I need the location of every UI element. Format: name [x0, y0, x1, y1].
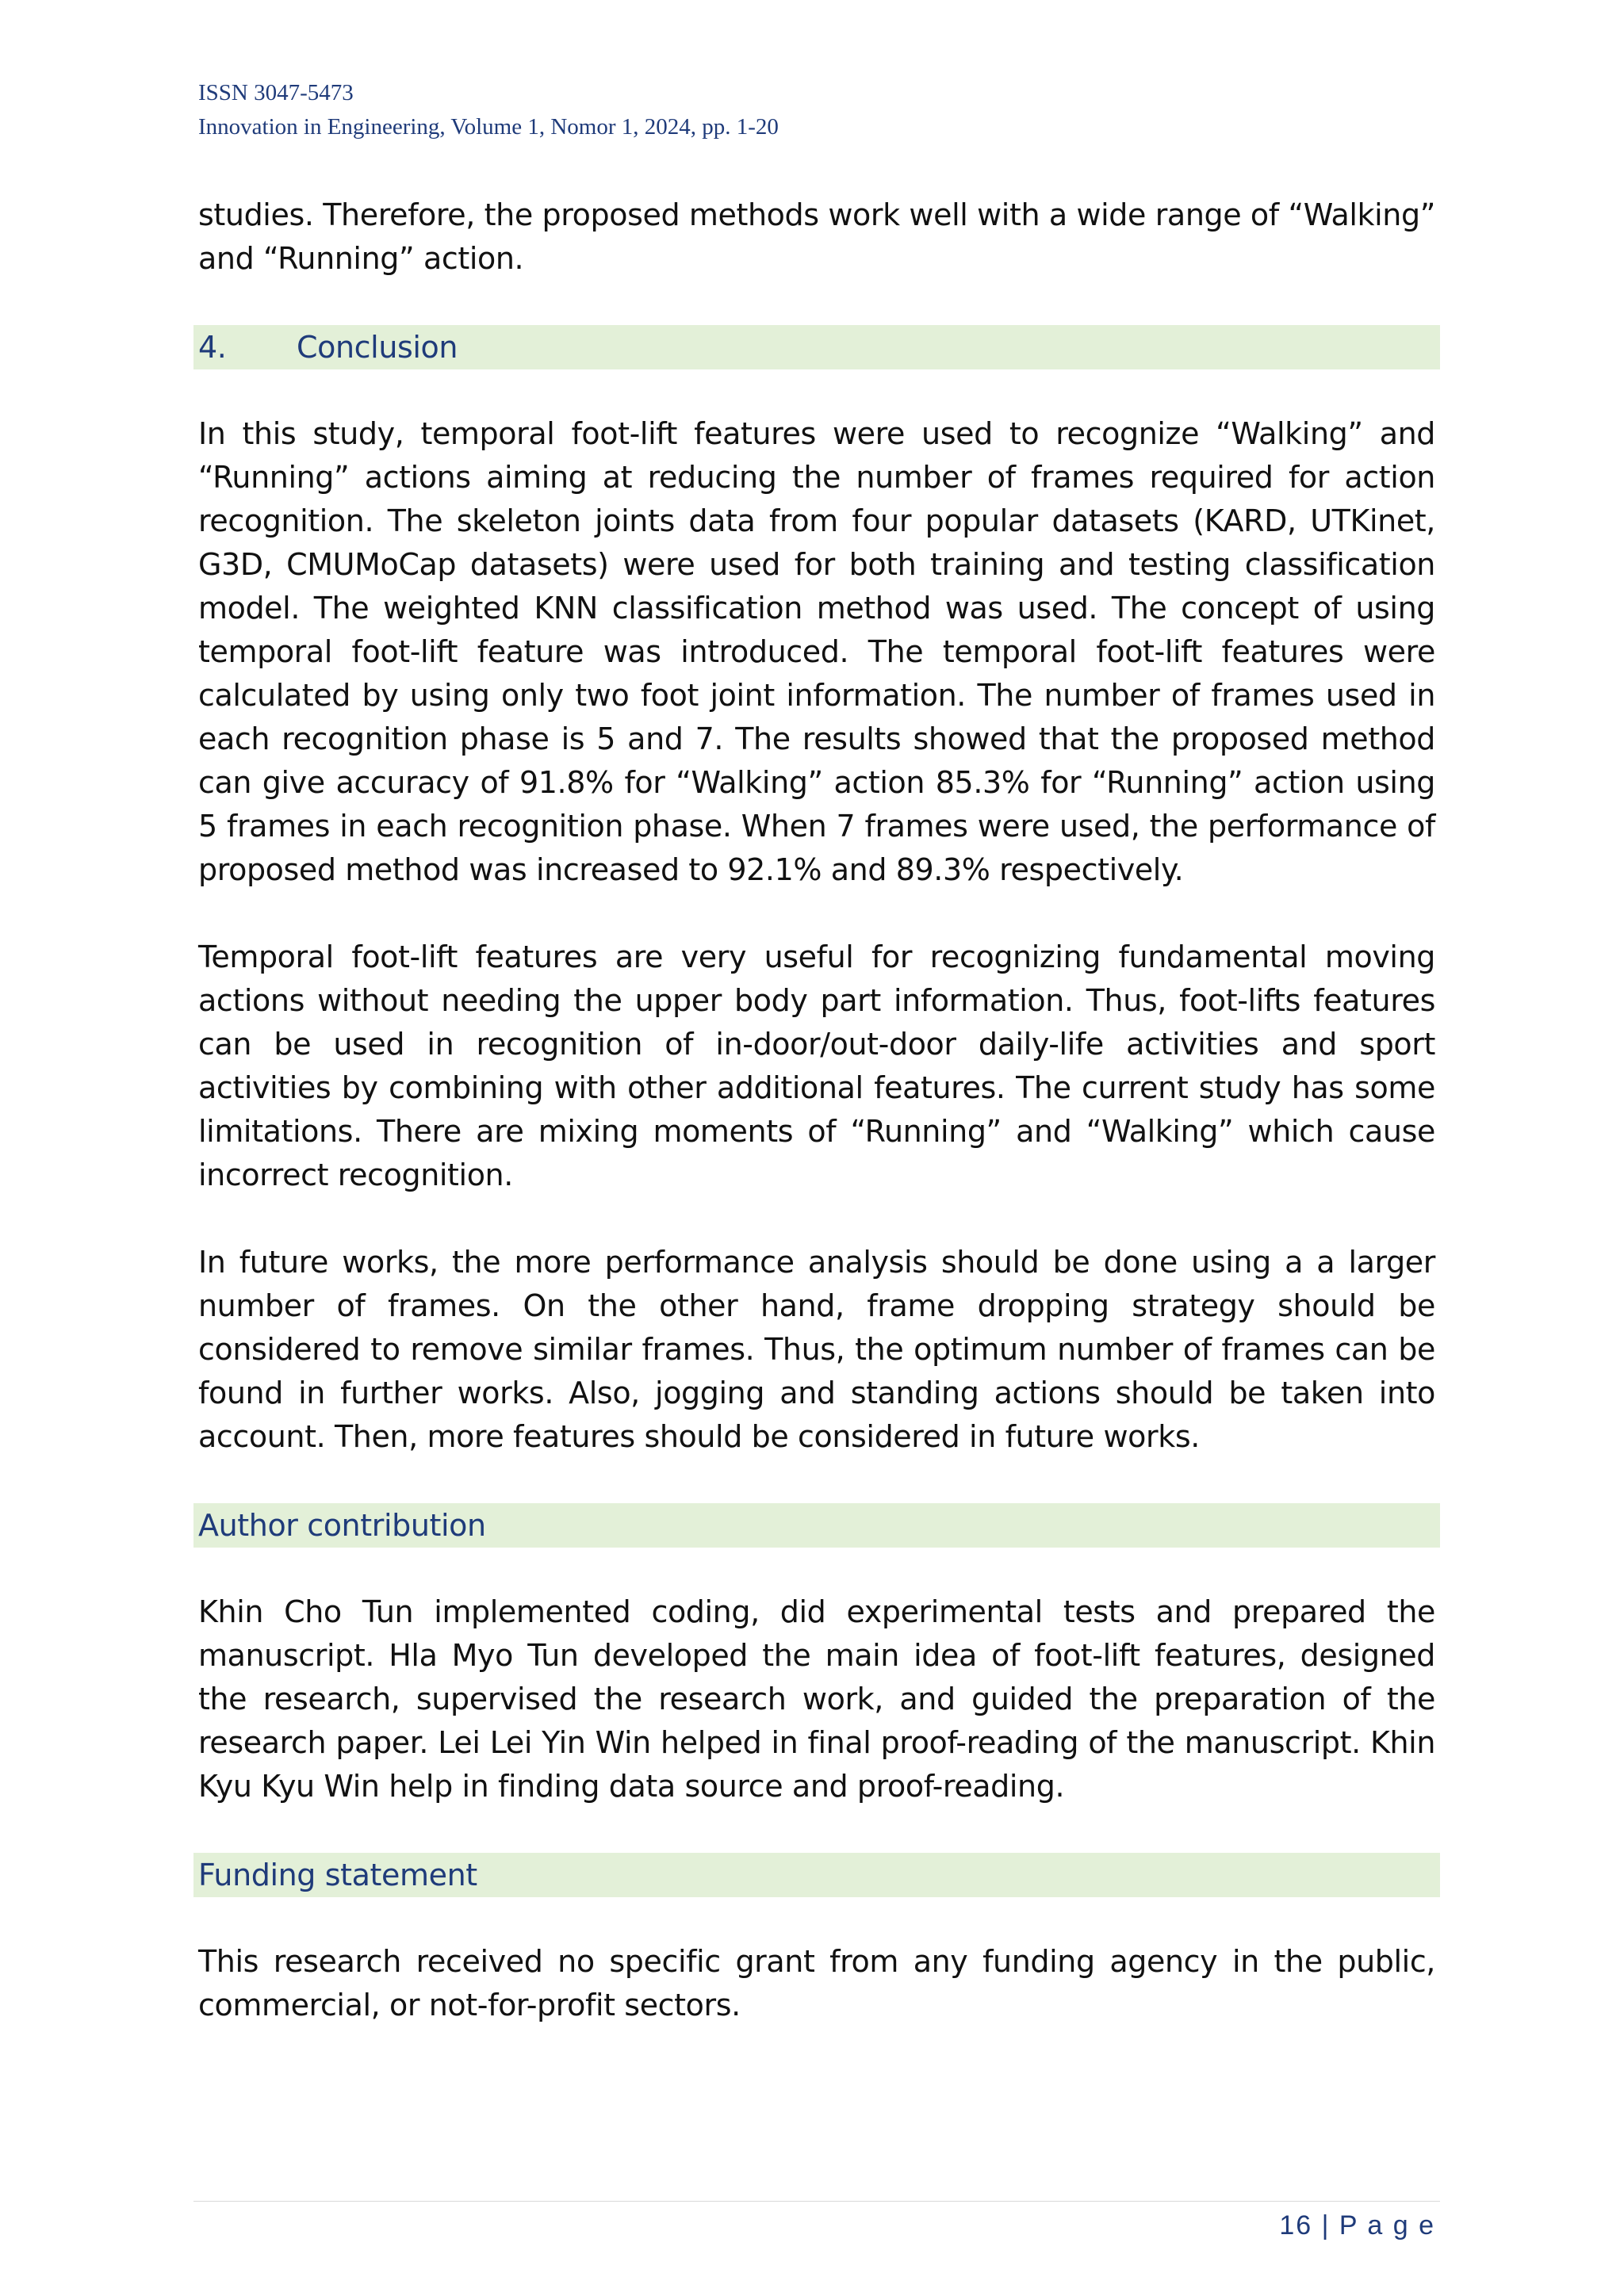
page-number: 16 | P a g e — [1279, 2210, 1435, 2241]
conclusion-paragraph: In this study, temporal foot-lift features were used to recognize “Walking” and “Running” actions aiming at reducing the number of frames required for action recognition. The skeleton joints data from four popular datasets (KARD, UTKinet, G3D, CMUMoCap datasets) were used for both training and testing classification model. The weighted KNN classification method was used. The concept of using temporal foot-lift feature was introduced. The temporal foot-lift features were calculated by using only two foot joint information. The number of frames used in each recognition phase is 5 and 7. The results showed that the proposed method can give accuracy of 91.8% for “Walking” action 85.3% for “Running” action using 5 frames in each recognition phase. When 7 frames were used, the performance of proposed method was increased to 92.1% and 89.3% respectively. — [198, 416, 1435, 887]
conclusion-paragraph: In future works, the more performance analysis should be done using a a larger number of frames. On the other hand, frame dropping strategy should be considered to remove similar frames. Thus, the optimum number of frames can be found in further works. Also, jogging and standing actions should be taken into account. Then, more features should be considered in future works. — [198, 1245, 1435, 1454]
journal-citation-line: Innovation in Engineering, Volume 1, Nomor 1, 2024, pp. 1-20 — [198, 114, 779, 140]
issn-line: ISSN 3047-5473 — [198, 80, 354, 105]
section-title: Funding statement — [198, 1858, 477, 1892]
page-header — [198, 76, 779, 144]
section-title: Author contribution — [198, 1508, 486, 1543]
conclusion-paragraph: Temporal foot-lift features are very useful for recognizing fundamental moving actions without needing the upper body part information. Thus, foot-lifts features can be used in recognition of in-door/out-door daily-life activities and sport activities by combining with other additional features. The current study has some limitations. There are mixing moments of “Running” and “Walking” which cause incorrect recognition. — [198, 939, 1435, 1192]
footer-divider — [193, 2201, 1440, 2202]
section-heading-funding-statement — [193, 1853, 1440, 1897]
funding-statement-paragraph: This research received no specific grant from any funding agency in the public, commercial, or not-for-profit sectors. — [198, 1944, 1435, 2022]
section-title: Conclusion — [297, 330, 458, 365]
main-content — [198, 193, 1435, 2027]
section-heading-conclusion — [193, 325, 1440, 369]
intro-paragraph: studies. Therefore, the proposed methods work well with a wide range of “Walking” and “Running” action. — [198, 197, 1435, 276]
author-contribution-paragraph: Khin Cho Tun implemented coding, did experimental tests and prepared the manuscript. Hla Myo Tun developed the main idea of foot-lift features, designed the research, supervised the research work, and guided the preparation of the research paper. Lei Lei Yin Win helped in final proof-reading of the manuscript. Khin Kyu Kyu Win help in finding data source and proof-reading. — [198, 1594, 1435, 1804]
section-heading-author-contribution — [193, 1503, 1440, 1548]
section-number: 4. — [198, 330, 227, 365]
